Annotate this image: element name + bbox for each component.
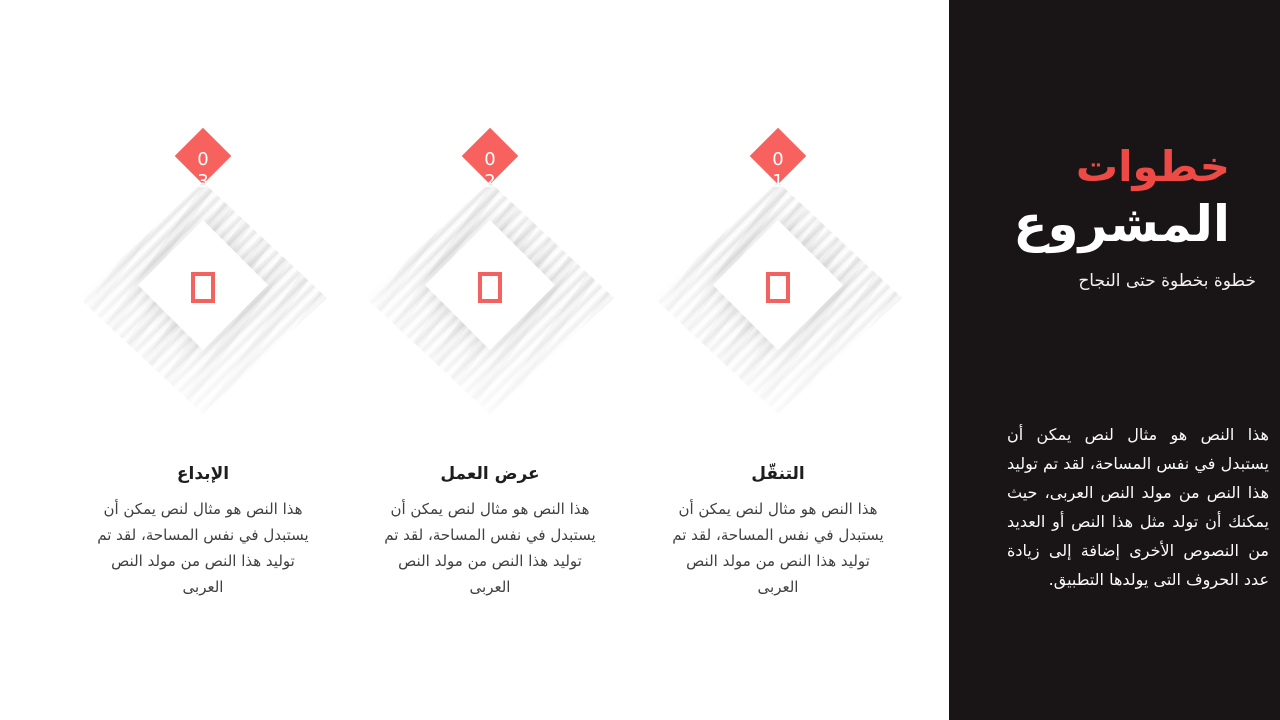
step-body: هذا النص هو مثال لنص يمكن أن يستبدل في نفس المساحة، لقد تم توليد هذا النص من مولد النص العربى [672,500,884,596]
missing-glyph-icon [478,272,502,303]
step-card-02 [365,120,615,620]
step-title: التنقّل [751,464,805,484]
missing-glyph-icon [191,272,215,303]
side-panel [949,0,1280,720]
slide-title-line2: المشروع [1013,195,1230,253]
slide-paragraph: هذا النص هو مثال لنص يمكن أن يستبدل في نفس المساحة، لقد تم توليد هذا النص من مولد النص العربى، حيث يمكنك أن تولد مثل هذا النص أو العديد من النصوص الأخرى إضافة إلى زيادة عدد الحروف التى يولدها التطبيق. [1007,425,1269,589]
slide-title-line1: خطوات [1075,142,1230,191]
step-body: هذا النص هو مثال لنص يمكن أن يستبدل في نفس المساحة، لقد تم توليد هذا النص من مولد النص العربى [384,500,596,596]
slide-subtitle: خطوة بخطوة حتى النجاح [1078,271,1256,291]
step-card-01 [653,120,903,620]
step-title: عرض العمل [440,464,540,484]
step-body: هذا النص هو مثال لنص يمكن أن يستبدل في نفس المساحة، لقد تم توليد هذا النص من مولد النص العربى [97,500,309,596]
missing-glyph-icon [766,272,790,303]
step-title: الإبداع [176,464,230,484]
step-card-03 [78,120,328,620]
step-number: 03 [197,149,209,192]
step-number: 01 [772,149,784,192]
step-number: 02 [484,149,496,192]
